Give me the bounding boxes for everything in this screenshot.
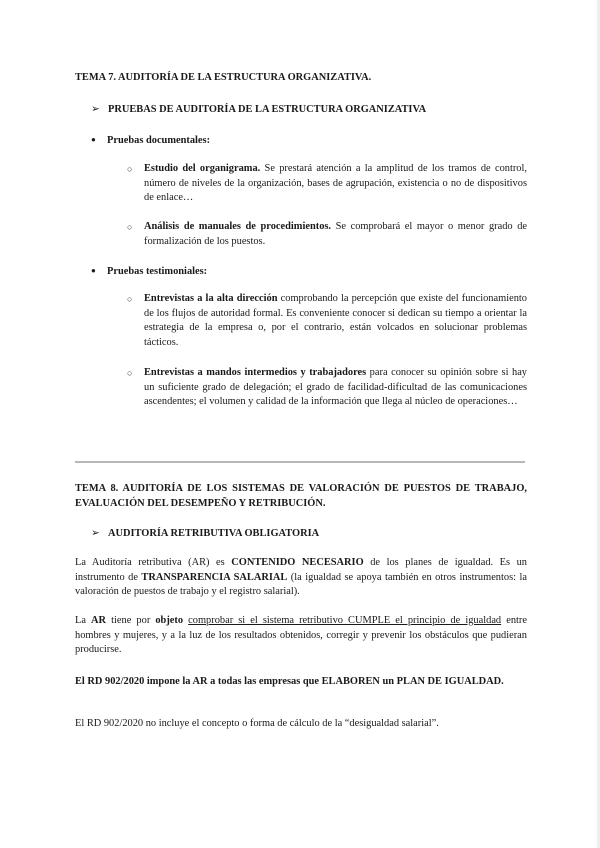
bold-run: AR bbox=[91, 615, 107, 626]
text-run: entre hombres y mujeres, y a la luz de los resultados obtenidos, corregir y prevenir los obstáculos que pudieran producirse. bbox=[75, 615, 527, 656]
tema7-section-heading-text: PRUEBAS DE AUDITORÍA DE LA ESTRUCTURA ORGANIZATIVA bbox=[108, 104, 427, 115]
underlined-run: comprobar si el sistema retributivo CUMPLE el principio de igualdad bbox=[188, 615, 502, 626]
pruebas-documentales-label: Pruebas documentales: bbox=[107, 135, 211, 146]
text-run: tiene por bbox=[106, 615, 156, 626]
bold-run: objeto bbox=[155, 615, 184, 626]
text-run: La bbox=[75, 615, 92, 626]
list-item-body: Se prestará atención a la amplitud de los tramos de control, número de niveles de la organización, bases de agrupación, existencia o no de dispositivos de enlace… bbox=[144, 163, 527, 204]
tema7-title: TEMA 7. AUDITORÍA DE LA ESTRUCTURA ORGANIZATIVA. bbox=[75, 72, 372, 83]
bold-run: TRANSPARENCIA SALARIAL bbox=[141, 571, 288, 583]
text-run: de los planes de igualdad. Es un instrumento de bbox=[75, 557, 527, 583]
paragraph-rd-impone: El RD 902/2020 impone la AR a todas las empresas que ELABOREN un PLAN DE IGUALDAD. bbox=[75, 676, 504, 687]
bullet-dot-icon: ● bbox=[91, 135, 96, 144]
list-item-bold: Estudio del organigrama. bbox=[144, 163, 261, 174]
pruebas-testimoniales-label: Pruebas testimoniales: bbox=[107, 266, 208, 277]
circle-bullet-icon: ○ bbox=[127, 164, 133, 174]
list-item-body: para conocer su opinión sobre si hay un suficiente grado de delegación; el grado de facilidad-dificultad de las comunicaciones ascendentes; el volumen y calidad de la información que llega al núcleo de operaciones… bbox=[144, 367, 528, 408]
list-item-text bbox=[144, 220, 527, 249]
tema7-section-heading bbox=[91, 103, 426, 118]
text-run: (la igualdad se apoya también en otros instrumentos: la valoración de puestos de trabajo y el registro salarial). bbox=[75, 571, 527, 598]
circle-bullet-icon: ○ bbox=[127, 222, 133, 232]
tema8-title: TEMA 8. AUDITORÍA DE LOS SISTEMAS DE VALORACIÓN DE PUESTOS DE TRABAJO, EVALUACIÓN DEL DESEMPEÑO Y RETRIBUCIÓN. bbox=[75, 483, 527, 509]
list-item-body: comprobando la percepción que existe del funcionamiento de los flujos de autoridad formal. Es conveniente conocer si dedican su tiempo a orientar la estrategia de la empresa o, por el contrario, están volcados en solucionar problemas tácticos. bbox=[144, 293, 527, 348]
list-item-bold: Análisis de manuales de procedimientos. bbox=[144, 221, 332, 232]
text-run: La Auditoría retributiva (AR) es bbox=[75, 557, 232, 568]
list-item-bold: Entrevistas a mandos intermedios y trabajadores bbox=[144, 367, 367, 378]
list-item-text bbox=[144, 162, 527, 206]
pruebas-testimoniales-heading bbox=[91, 264, 207, 280]
list-item-text bbox=[144, 292, 527, 350]
bullet-dot-icon: ● bbox=[91, 266, 96, 275]
list-item-body: Se comprobará el mayor o menor grado de formalización de los puestos. bbox=[144, 221, 527, 247]
list-item-text bbox=[144, 366, 527, 410]
paragraph-rd-no-incluye: El RD 902/2020 no incluye el concepto o forma de cálculo de la “desigualdad salarial”. bbox=[75, 718, 439, 729]
pruebas-documentales-heading bbox=[91, 133, 210, 149]
paragraph-auditoria-retributiva bbox=[75, 556, 527, 600]
arrow-bullet-icon: ➢ bbox=[91, 104, 100, 115]
horizontal-divider bbox=[75, 461, 525, 463]
tema8-section-heading-text: AUDITORÍA RETRIBUTIVA OBLIGATORIA bbox=[108, 528, 320, 539]
arrow-bullet-icon: ➢ bbox=[91, 528, 100, 539]
list-item-bold: Entrevistas a la alta dirección bbox=[144, 293, 278, 304]
circle-bullet-icon: ○ bbox=[127, 294, 133, 304]
paragraph-objeto-ar bbox=[75, 614, 527, 658]
bold-run: CONTENIDO NECESARIO bbox=[231, 557, 364, 568]
circle-bullet-icon: ○ bbox=[127, 368, 133, 378]
tema8-section-heading bbox=[91, 527, 319, 542]
